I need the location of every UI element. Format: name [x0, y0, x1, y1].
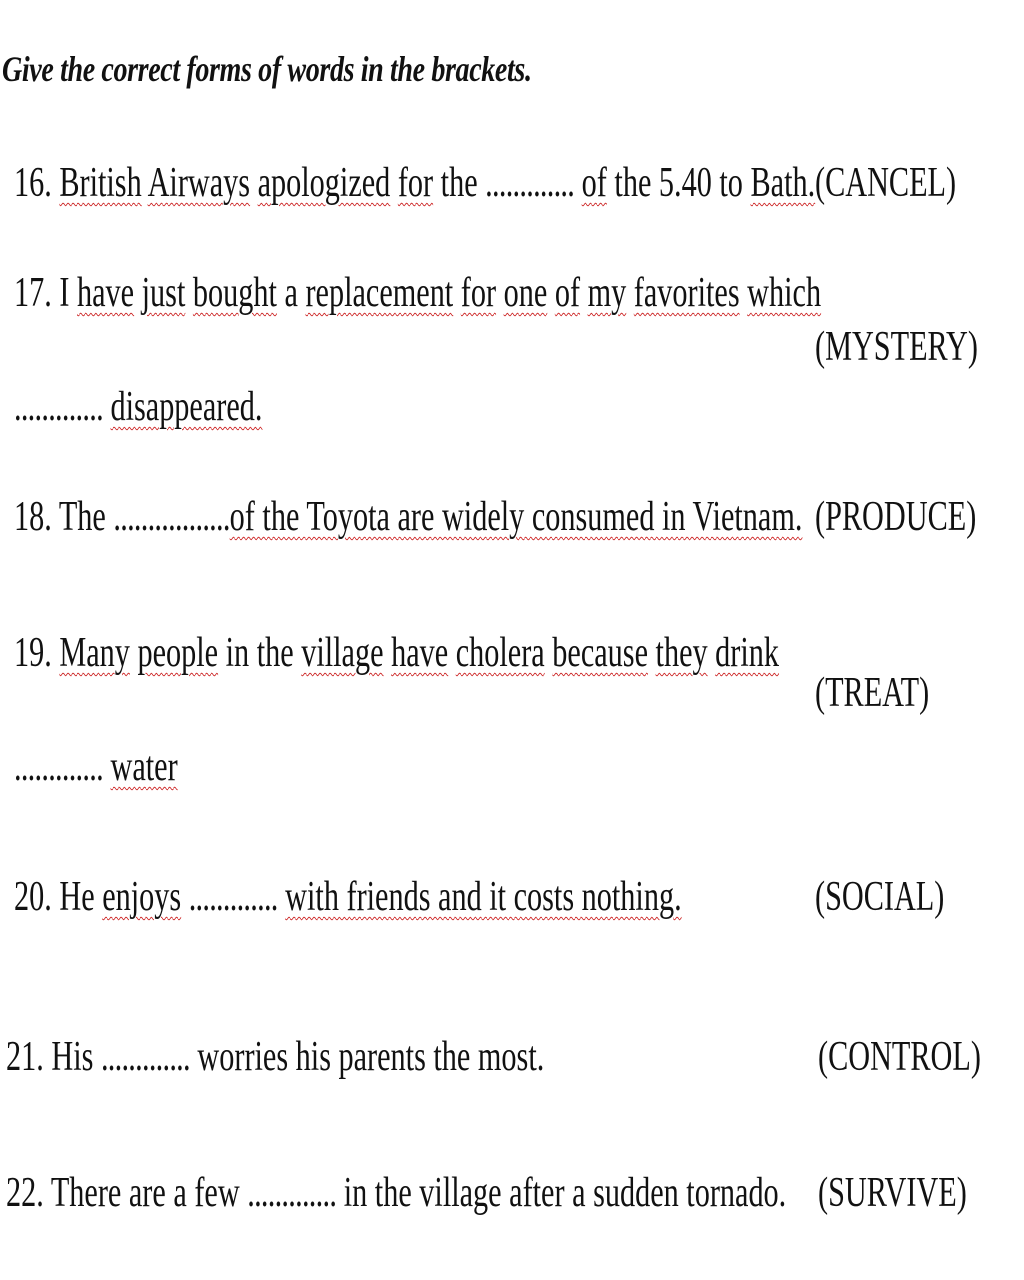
- q18-number: 18. The: [14, 494, 106, 540]
- q17-word: of: [554, 270, 581, 316]
- q16-word: for: [397, 160, 434, 206]
- q17-word: a: [284, 270, 298, 316]
- question-17-line-1: [14, 272, 821, 314]
- q19-word: because: [552, 630, 648, 676]
- q17-word: one: [503, 270, 548, 316]
- q16-word: apologized: [257, 160, 391, 206]
- q16-word: the: [440, 160, 478, 206]
- q19-word: water: [110, 744, 178, 790]
- question-18: [14, 496, 802, 538]
- q19-word: have: [391, 630, 449, 676]
- q16-word: Bath.: [750, 160, 816, 206]
- q19-word: they: [655, 630, 708, 676]
- q19-number: 19.: [14, 630, 52, 676]
- q20-blank: .............: [188, 874, 278, 920]
- q21-hint: (CONTROL): [818, 1034, 981, 1080]
- q19-word: village: [301, 630, 384, 676]
- q17-word: which: [747, 270, 822, 316]
- q16-word: British: [59, 160, 142, 206]
- q17-word: bought: [192, 270, 277, 316]
- q19-blank: .............: [14, 744, 103, 790]
- q16-word: of: [581, 160, 607, 206]
- q16-text: the 5.40 to: [614, 160, 743, 206]
- q20-hint: (SOCIAL): [815, 874, 945, 920]
- q17-word: just: [141, 270, 186, 316]
- q22-number: 22. There are a few: [6, 1170, 240, 1216]
- q17-blank: .............: [14, 384, 103, 430]
- q20-text: with friends and it costs nothing.: [285, 874, 682, 920]
- q22-blank: .............: [247, 1170, 337, 1216]
- q17-hint: (MYSTERY): [815, 324, 978, 370]
- question-19-line-2: [14, 746, 178, 788]
- q19-word: Many: [59, 630, 130, 676]
- q19-word: in: [225, 630, 250, 676]
- question-16: [14, 162, 815, 204]
- q22-text: in the village after a sudden tornado.: [343, 1170, 787, 1216]
- question-20: [14, 876, 682, 918]
- q17-word: replacement: [305, 270, 454, 316]
- q19-word: people: [137, 630, 219, 676]
- q18-hint: (PRODUCE): [815, 494, 977, 540]
- question-17-line-2: [14, 386, 262, 428]
- question-19-line-1: [14, 632, 779, 674]
- instruction-heading: Give the correct forms of words in the brackets.: [2, 49, 532, 89]
- q22-hint: (SURVIVE): [818, 1170, 967, 1216]
- q19-word: cholera: [455, 630, 545, 676]
- q16-blank: .............: [485, 160, 575, 206]
- q18-blank: .................: [113, 494, 230, 540]
- q17-word: disappeared.: [110, 384, 263, 430]
- q17-word: my: [587, 270, 627, 316]
- q21-number: 21. His: [6, 1034, 94, 1080]
- question-22: [6, 1172, 786, 1214]
- q17-word: for: [460, 270, 497, 316]
- q19-hint: (TREAT): [815, 670, 930, 716]
- q17-word: have: [77, 270, 135, 316]
- q18-text: of the Toyota are widely consumed in Vietnam.: [229, 494, 803, 540]
- q19-word: drink: [715, 630, 780, 676]
- question-21: [6, 1036, 544, 1078]
- q16-word: Airways: [147, 160, 251, 206]
- q20-number: 20. He: [14, 874, 95, 920]
- q21-text: worries his parents the most.: [197, 1034, 545, 1080]
- q20-word: enjoys: [102, 874, 182, 920]
- q16-number: 16.: [14, 160, 52, 206]
- q16-hint: (CANCEL): [815, 160, 957, 206]
- q17-number: 17. I: [14, 270, 70, 316]
- q17-word: favorites: [633, 270, 740, 316]
- q19-word: the: [256, 630, 294, 676]
- q21-blank: .............: [100, 1034, 190, 1080]
